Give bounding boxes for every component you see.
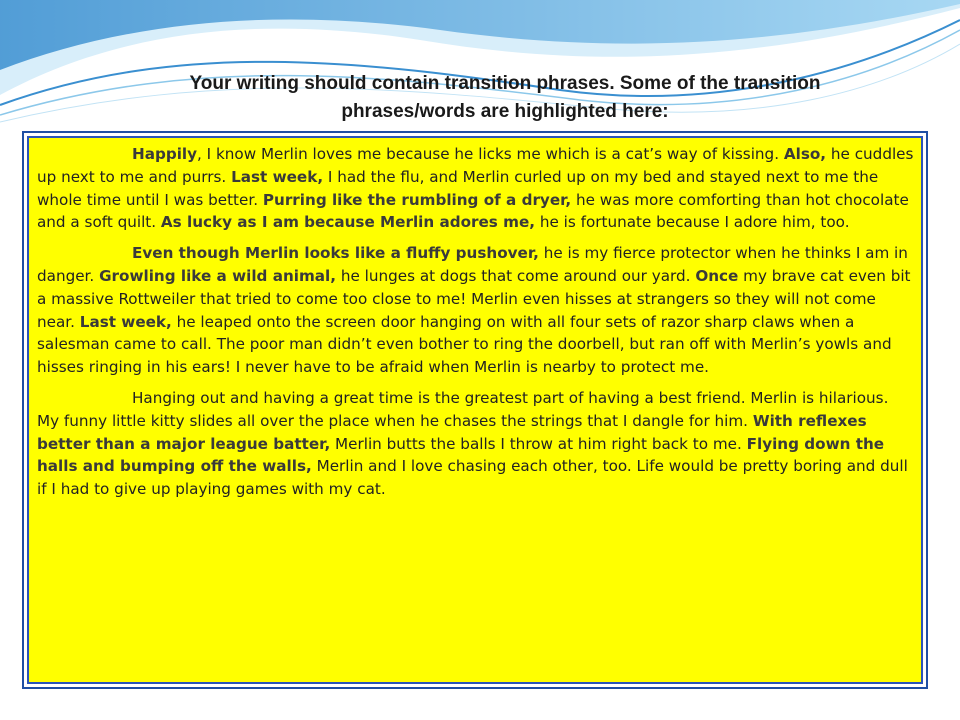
body-text: my brave cat even bit a massive Rottweiler that tried to come too close to me! Merlin even hisses at strangers so they will not come near. xyxy=(37,266,911,331)
body-text: Merlin and I love chasing each other, too. Life would be pretty boring and dull if I had to give up playing games with my cat. xyxy=(37,457,908,499)
instruction-line-2: phrases/words are highlighted here: xyxy=(341,101,669,122)
transition-phrase: With reflexes better than a major league batter, xyxy=(37,411,867,453)
instruction-line-1: Your writing should contain transition phrases. Some of the transition xyxy=(189,73,821,94)
transition-phrase: Even though Merlin looks like a fluffy pushover, xyxy=(132,244,539,263)
transition-phrase: Last week, xyxy=(231,167,324,186)
body-text: he lunges at dogs that come around our yard. xyxy=(336,266,696,285)
essay-text-box xyxy=(27,136,923,684)
transition-phrase: Flying down the halls and bumping off the walls, xyxy=(37,434,885,476)
paragraph-2 xyxy=(37,242,915,379)
transition-phrase: Once xyxy=(695,266,739,285)
transition-phrase: Growling like a wild animal, xyxy=(99,266,337,285)
transition-phrase: As lucky as I am because Merlin adores me, xyxy=(160,213,536,232)
body-text: he is fortunate because I adore him, too. xyxy=(535,213,850,232)
paragraph-1 xyxy=(37,143,915,234)
body-text: he is my fierce protector when he thinks I am in danger. xyxy=(37,244,908,285)
transition-phrase: Purring like the rumbling of a dryer, xyxy=(262,190,572,209)
body-text: I had the flu, and Merlin curled up on my bed and stayed next to me the whole time until I was better. xyxy=(37,167,879,209)
body-text: Hanging out and having a great time is the greatest part of having a best friend. Merlin is hilarious. My funny little kitty slides all over the place when he chases the strings that I dangle for him. xyxy=(37,388,889,430)
transition-phrase: Happily xyxy=(132,145,198,163)
transition-phrase: Also, xyxy=(783,145,827,163)
body-text: , I know Merlin loves me because he licks me which is a cat’s way of kissing. xyxy=(197,145,784,163)
body-text: he cuddles up next to me and purrs. xyxy=(37,145,914,186)
body-text: Merlin butts the balls I throw at him right back to me. xyxy=(330,434,747,453)
transition-phrase: Last week, xyxy=(79,312,172,331)
instruction-header xyxy=(90,70,920,126)
paragraph-3 xyxy=(37,387,915,501)
body-text: he was more comforting than hot chocolate and a soft quilt. xyxy=(37,190,909,232)
body-text: he leaped onto the screen door hanging on with all four sets of razor sharp claws when a salesman came to call. The poor man didn’t even bother to ring the doorbell, but ran off with Merlin’s yowls and hisses ringing in his ears! I never have to be afraid when Merlin is nearby to protect me. xyxy=(37,312,892,377)
